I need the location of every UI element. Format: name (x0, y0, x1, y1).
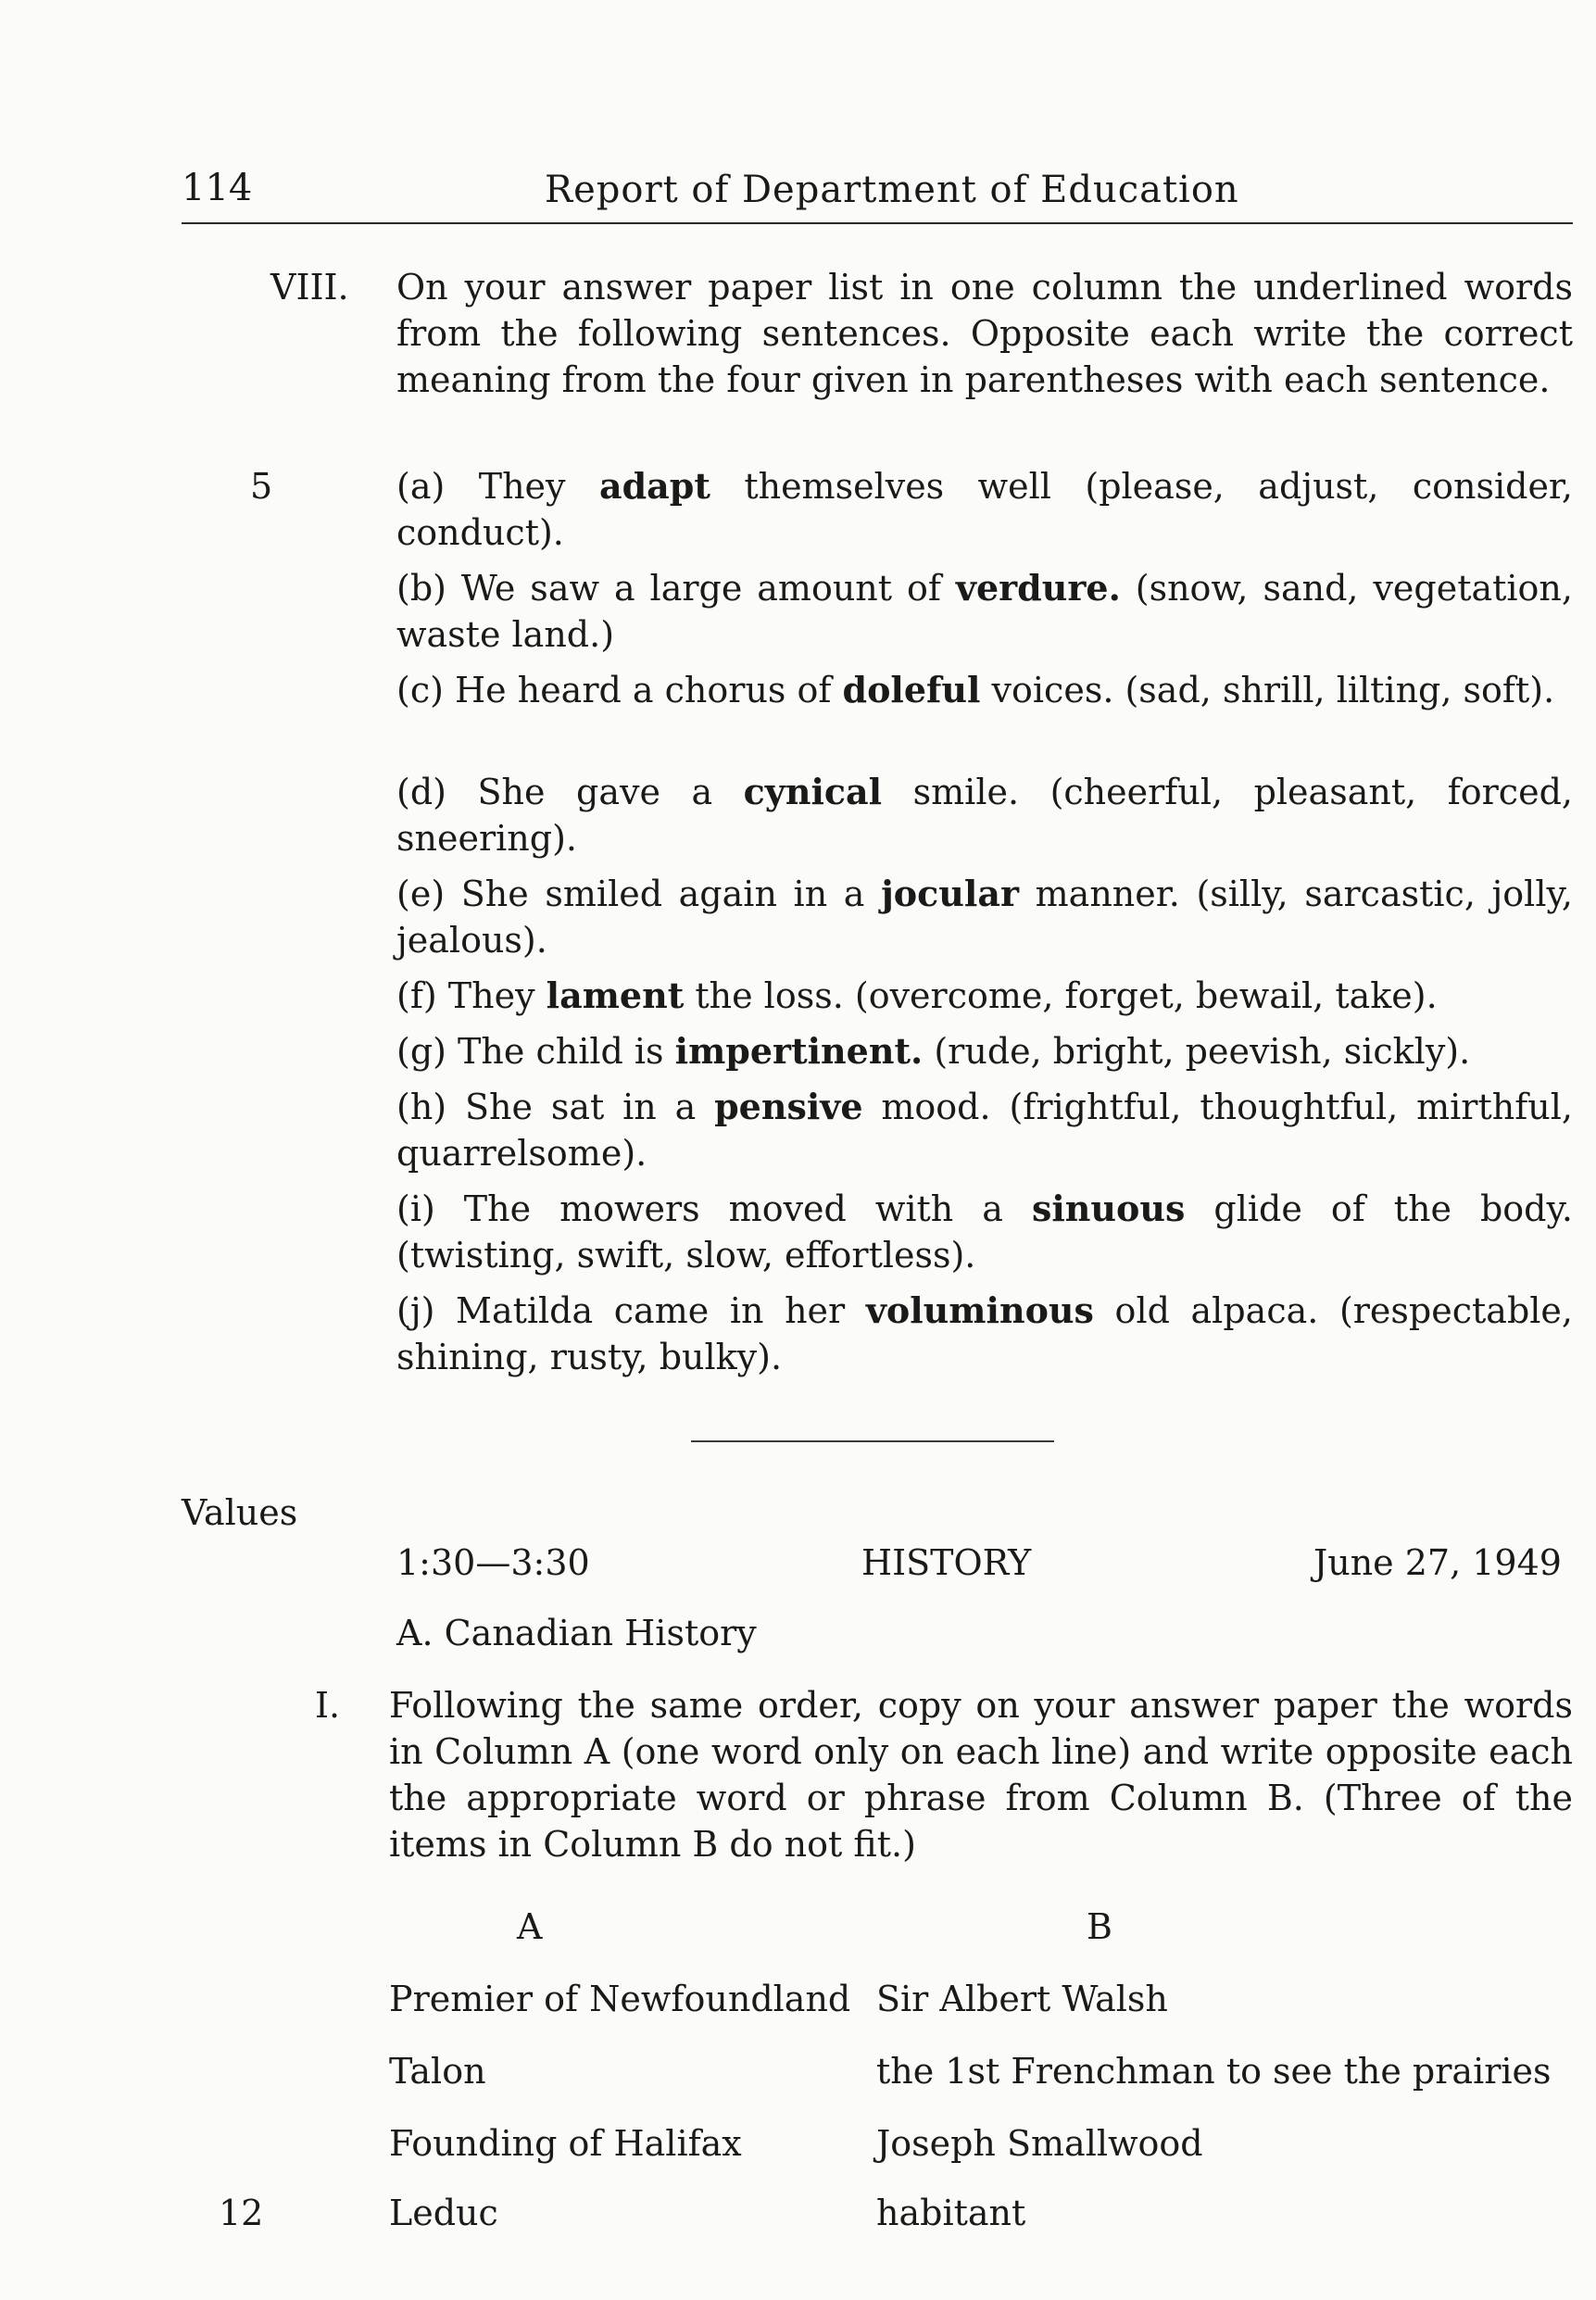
column-a-cell: Leduc (389, 2193, 498, 2233)
section-instructions: On your answer paper list in one column the underlined words from the following sentences. Opposite each write the correct meaning from the four given in parentheses with each sentence. (396, 267, 1573, 400)
column-b-cell: Joseph Smallwood (876, 2123, 1203, 2164)
item-text-before: (f) They (396, 975, 547, 1016)
item-text-after: themselves well (please, adjust, consider, conduct). (396, 466, 1573, 553)
item-text-before: (b) We saw a large amount of (396, 568, 956, 609)
vocabulary-item (396, 769, 1573, 861)
item-key-word: impertinent. (674, 1030, 924, 1072)
vocabulary-item (396, 1186, 1573, 1278)
item-key-word: pensive (714, 1086, 863, 1127)
vocabulary-item (396, 1084, 1573, 1176)
item-text-before: (h) She sat in a (396, 1087, 715, 1127)
item-key-word: adapt (598, 465, 710, 507)
column-b-cell: habitant (876, 2193, 1026, 2233)
item-text-after: the loss. (overcome, forget, bewail, take). (684, 975, 1438, 1016)
column-a-cell: Talon (389, 2051, 486, 2092)
running-title: Report of Department of Education (545, 169, 1239, 211)
vocabulary-item (396, 463, 1573, 556)
column-a-cell: Founding of Halifax (389, 2123, 742, 2164)
column-a-header: A (517, 1906, 543, 1947)
item-text-before: (d) She gave a (396, 772, 744, 812)
item-text-before: (g) The child is (396, 1031, 675, 1072)
item-text-before: (j) Matilda came in her (396, 1290, 866, 1331)
column-a-cell: Premier of Newfoundland (389, 1979, 851, 2019)
item-text-before: (a) They (396, 466, 599, 507)
item-key-word: jocular (881, 873, 1020, 914)
item-text-before: (c) He heard a chorus of (396, 670, 843, 710)
column-b-cell: the 1st Frenchman to see the prairies (876, 2051, 1552, 2092)
exam-date: June 27, 1949 (1313, 1542, 1562, 1583)
section-value: 5 (250, 466, 273, 507)
item-text-after: voices. (sad, shrill, lilting, soft). (980, 670, 1555, 710)
values-label: Values (182, 1492, 298, 1533)
vocabulary-item (396, 973, 1573, 1019)
section-divider (691, 1440, 1054, 1442)
item-key-word: cynical (743, 771, 883, 812)
item-text-after: old alpaca. (respectable, shining, rusty, bulky). (396, 1290, 1573, 1377)
item-text-after: smile. (cheerful, pleasant, forced, sneering). (396, 772, 1573, 859)
item-key-word: verdure. (955, 567, 1121, 609)
item-key-word: lament (546, 974, 685, 1016)
page-number: 114 (182, 167, 253, 209)
vocabulary-item (396, 667, 1573, 713)
vocabulary-item (396, 1288, 1573, 1380)
item-text-before: (i) The mowers moved with a (396, 1188, 1032, 1229)
item-text-after: mood. (frightful, thoughtful, mirthful, quarrelsome). (396, 1087, 1573, 1174)
item-text-before: (e) She smiled again in a (396, 873, 882, 914)
item-text-after: manner. (silly, sarcastic, jolly, jealous). (396, 873, 1573, 961)
vocabulary-item (396, 1028, 1573, 1075)
item-key-word: doleful (842, 669, 981, 710)
vocabulary-item (396, 871, 1573, 963)
section-numeral: VIII. (270, 267, 349, 308)
item-text-after: (rude, bright, peevish, sickly). (923, 1031, 1471, 1072)
header-rule (182, 222, 1573, 224)
vocabulary-item (396, 565, 1573, 658)
question-text: Following the same order, copy on your answer paper the words in Column A (one word only on each line) and write opposite each the appropriate word or phrase from Column B. (Three of the items in Column B do not fit.) (389, 1685, 1573, 1865)
question-numeral: I. (315, 1685, 341, 1726)
column-b-cell: Sir Albert Walsh (876, 1979, 1168, 2019)
item-key-word: voluminous (865, 1289, 1094, 1331)
exam-subject: HISTORY (861, 1542, 1032, 1583)
exam-part: A. Canadian History (396, 1613, 757, 1653)
item-key-word: sinuous (1031, 1188, 1186, 1229)
item-text-after: (snow, sand, vegetation, waste land.) (396, 568, 1573, 655)
question-value: 12 (219, 2193, 264, 2233)
column-b-header: B (1087, 1906, 1112, 1947)
exam-time: 1:30—3:30 (396, 1542, 590, 1583)
item-text-after: glide of the body. (twisting, swift, slow, effortless). (396, 1188, 1574, 1276)
